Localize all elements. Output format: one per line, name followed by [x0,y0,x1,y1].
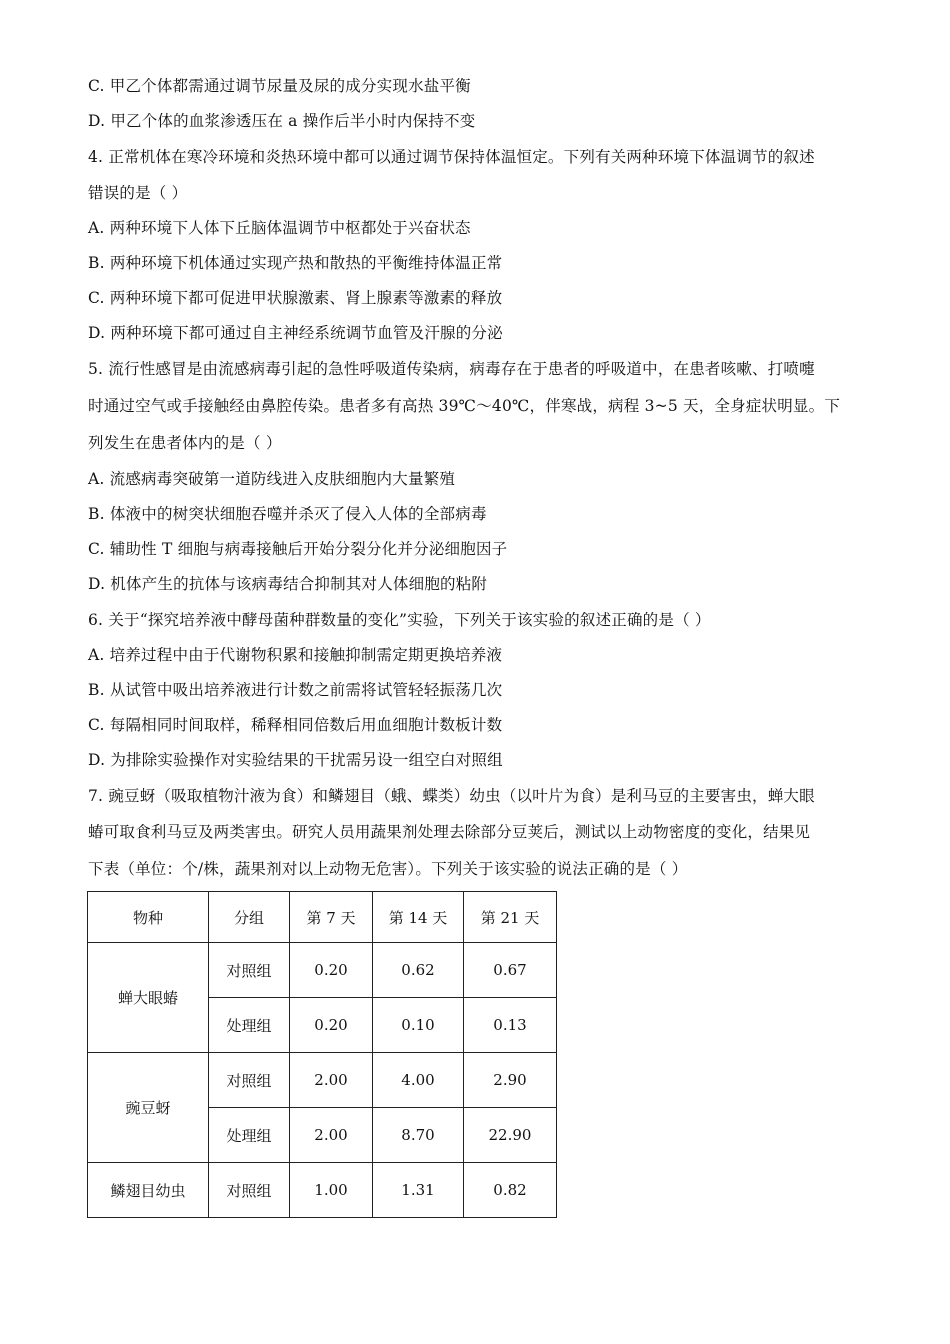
q5-stem-line-2: 时通过空气或手接触经由鼻腔传染。患者多有高热 39℃～40℃，伴寒战，病程 3~5 天，全身症状明显。下 [88,397,841,415]
q5-stem-line-1: 5. 流行性感冒是由流感病毒引起的急性呼吸道传染病，病毒存在于患者的呼吸道中，在患者咳嗽、打喷嚏 [88,360,815,378]
value-cell: 0.20 [290,998,373,1053]
value-cell: 2.00 [290,1108,373,1163]
q4-option-a: A. 两种环境下人体下丘脑体温调节中枢都处于兴奋状态 [88,219,471,237]
q7-stem-line-3: 下表（单位：个/株，蔬果剂对以上动物无危害）。下列关于该实验的说法正确的是（ ） [88,860,688,878]
value-cell: 0.20 [290,943,373,998]
q5-option-a: A. 流感病毒突破第一道防线进入皮肤细胞内大量繁殖 [88,470,456,488]
value-cell: 0.67 [464,943,557,998]
group-cell: 对照组 [209,1163,290,1218]
value-cell: 0.13 [464,998,557,1053]
value-cell: 8.70 [373,1108,464,1163]
value-cell: 22.90 [464,1108,557,1163]
q4-option-d: D. 两种环境下都可通过自主神经系统调节血管及汗腺的分泌 [88,324,503,342]
value-cell: 4.00 [373,1053,464,1108]
group-cell: 对照组 [209,1053,290,1108]
q6-option-d: D. 为排除实验操作对实验结果的干扰需另设一组空白对照组 [88,751,503,769]
species-cell: 蝉大眼蝽 [88,943,209,1053]
species-cell: 鳞翅目幼虫 [88,1163,209,1218]
group-cell: 对照组 [209,943,290,998]
q4-option-c: C. 两种环境下都可促进甲状腺激素、肾上腺素等激素的释放 [88,289,503,307]
q7-stem-line-1: 7. 豌豆蚜（吸取植物汁液为食）和鳞翅目（蛾、蝶类）幼虫（以叶片为食）是利马豆的主要害虫，蝉大眼 [88,787,815,805]
table-header-row [88,892,557,943]
header-group: 分组 [209,892,290,943]
group-cell: 处理组 [209,1108,290,1163]
value-cell: 1.31 [373,1163,464,1218]
header-day14: 第 14 天 [373,892,464,943]
q5-option-b: B. 体液中的树突状细胞吞噬并杀灭了侵入人体的全部病毒 [88,505,487,523]
density-table [87,891,557,1218]
q7-stem-line-2: 蝽可取食利马豆及两类害虫。研究人员用蔬果剂处理去除部分豆荚后，测试以上动物密度的变化，结果见 [88,823,811,841]
header-day7: 第 7 天 [290,892,373,943]
header-species: 物种 [88,892,209,943]
q3-option-c: C. 甲乙个体都需通过调节尿量及尿的成分实现水盐平衡 [88,77,471,95]
q5-option-d: D. 机体产生的抗体与该病毒结合抑制其对人体细胞的粘附 [88,575,488,593]
q6-option-a: A. 培养过程中由于代谢物积累和接触抑制需定期更换培养液 [88,646,503,664]
value-cell: 2.90 [464,1053,557,1108]
q6-option-c: C. 每隔相同时间取样，稀释相同倍数后用血细胞计数板计数 [88,716,503,734]
group-cell: 处理组 [209,998,290,1053]
table-row [88,1163,557,1218]
value-cell: 1.00 [290,1163,373,1218]
q3-option-d: D. 甲乙个体的血浆渗透压在 a 操作后半小时内保持不变 [88,112,476,130]
q6-stem: 6. 关于“探究培养液中酵母菌种群数量的变化”实验，下列关于该实验的叙述正确的是（ ） [88,611,711,629]
q5-option-c: C. 辅助性 T 细胞与病毒接触后开始分裂分化并分泌细胞因子 [88,540,508,558]
table-row [88,943,557,998]
value-cell: 0.10 [373,998,464,1053]
q4-stem-line-1: 4. 正常机体在寒冷环境和炎热环境中都可以通过调节保持体温恒定。下列有关两种环境下体温调节的叙述 [88,148,815,166]
value-cell: 2.00 [290,1053,373,1108]
header-day21: 第 21 天 [464,892,557,943]
species-cell: 豌豆蚜 [88,1053,209,1163]
q6-option-b: B. 从试管中吸出培养液进行计数之前需将试管轻轻振荡几次 [88,681,503,699]
value-cell: 0.62 [373,943,464,998]
table-row [88,1053,557,1108]
value-cell: 0.82 [464,1163,557,1218]
q5-stem-line-3: 列发生在患者体内的是（ ） [88,434,282,452]
q4-stem-line-2: 错误的是（ ） [88,184,188,202]
q4-option-b: B. 两种环境下机体通过实现产热和散热的平衡维持体温正常 [88,254,503,272]
